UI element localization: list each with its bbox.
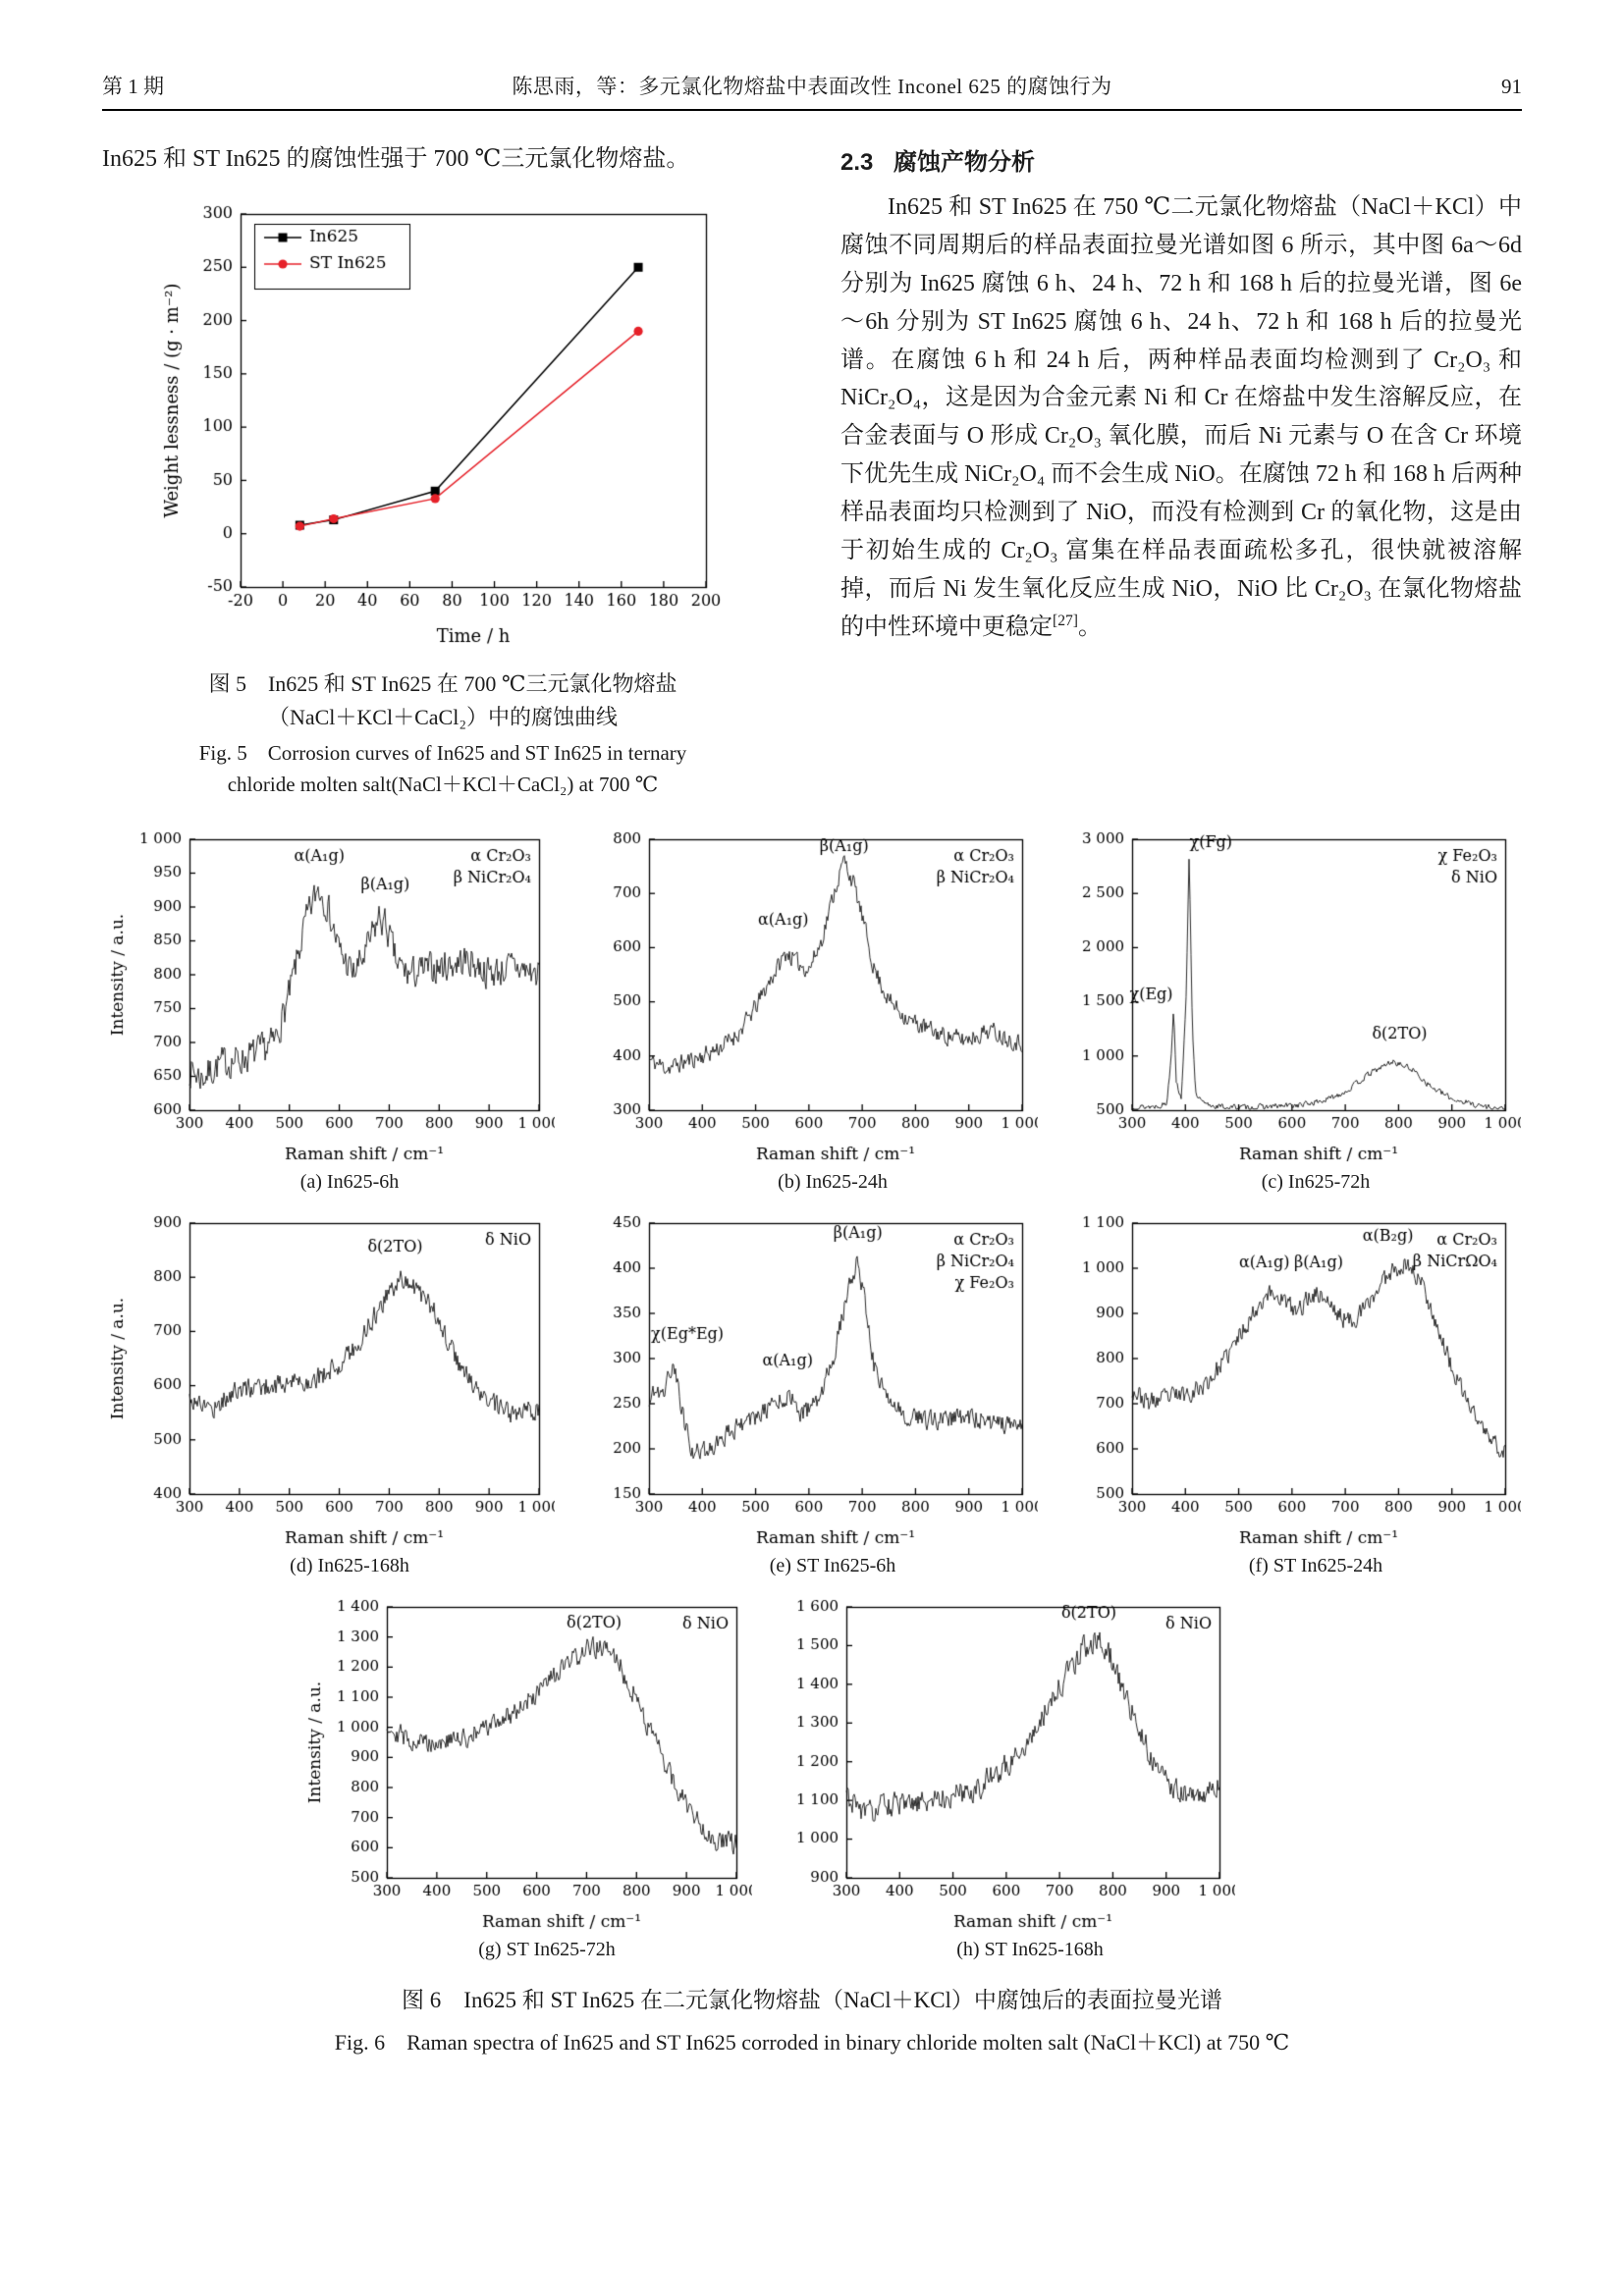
- raman-subplot-a: [103, 826, 555, 1194]
- raman-subplot-d: [103, 1209, 555, 1577]
- section-paragraph: [840, 188, 1522, 647]
- fig6-captions: [102, 1983, 1522, 2058]
- raman-subplot-f: [1069, 1209, 1521, 1577]
- fig5-caption-chinese: [208, 667, 677, 734]
- raman-chart-a: [103, 826, 555, 1169]
- two-column-body: [102, 140, 1522, 800]
- raman-subplot-g: [300, 1593, 752, 1961]
- left-column: [102, 140, 784, 800]
- fig6-caption-cn: 图 6 In625 和 ST In625 在二元氯化物熔盐（NaCl＋KCl）中腐蚀后的表面拉曼光谱: [402, 1988, 1222, 2013]
- section-paragraph-text: In625 和 ST In625 在 750 ℃二元氯化物熔盐（NaCl＋KCl）中腐蚀不同周期后的样品表面拉曼光谱如图 6 所示，其中图 6a～6d 分别为 In625 腐蚀 6 h、24 h、72 h 和 168 h 后的拉曼光谱，图 6e～6h 分别为 ST In625 腐蚀 6 h、24 h、72 h 和 168 h 后的拉曼光谱。在腐蚀 6 h 和 24 h 后，两种样品表面均检测到了 Cr₂O₃ 和 NiCr₂O₄，这是因为合金元素 Ni 和 Cr 在熔盐中发生溶解反应，在合金表面与 O 形成 Cr₂O₃ 氧化膜，而后 Ni 元素与 O 在含 Cr 环境下优先生成 NiCr₂O₄ 而不会生成 NiO。在腐蚀 72 h 和 168 h 后两种样品表面均只检测到了 NiO，而没有检测到 Cr 的氧化物，这是由于初始生成的 Cr₂O₃ 富集在样品表面疏松多孔，很快就被溶解掉，而后 Ni 发生氧化反应生成 NiO，NiO 比 Cr₂O₃ 在氯化物熔盐的中性环境中更稳定: [840, 194, 1522, 640]
- fig5-caption-en-line2: chloride molten salt(NaCl＋KCl＋CaCl₂) at 700 ℃: [227, 772, 659, 796]
- section-paragraph-end: 。: [1077, 614, 1102, 640]
- fig5-caption-cn-line1: 图 5 In625 和 ST In625 在 700 ℃三元氯化物熔盐: [208, 670, 677, 696]
- subplot-caption-g: (g) ST In625-72h: [478, 1939, 616, 1961]
- raman-chart-g: [300, 1593, 752, 1937]
- section-title: 腐蚀产物分析: [893, 149, 1036, 176]
- fig5-caption-en-line1: Fig. 5 Corrosion curves of In625 and ST In625 in ternary: [198, 741, 687, 766]
- fig6-row-1: [102, 826, 1522, 1194]
- subplot-caption-a: (a) In625-6h: [299, 1171, 400, 1194]
- journal-issue: 第 1 期: [102, 75, 164, 98]
- intro-paragraph: In625 和 ST In625 的腐蚀性强于 700 ℃三元氯化物熔盐。: [102, 146, 690, 172]
- subplot-caption-c: (c) In625-72h: [1261, 1171, 1371, 1194]
- raman-chart-h: [784, 1593, 1235, 1937]
- raman-chart-d: [103, 1209, 555, 1553]
- raman-subplot-b: [586, 826, 1038, 1194]
- fig5-caption-english: [199, 738, 687, 800]
- subplot-caption-e: (e) ST In625-6h: [769, 1555, 896, 1577]
- raman-chart-f: [1069, 1209, 1521, 1553]
- raman-subplot-e: [586, 1209, 1038, 1577]
- page-header: [102, 71, 1522, 111]
- fig6-row-2: [102, 1209, 1522, 1577]
- fig5-corrosion-chart: [158, 196, 728, 658]
- page-number: 91: [1501, 75, 1522, 98]
- subplot-caption-b: (b) In625-24h: [778, 1171, 888, 1194]
- figure-6: [102, 826, 1522, 2058]
- raman-chart-b: [586, 826, 1038, 1169]
- fig6-caption-en: Fig. 6 Raman spectra of In625 and ST In625 corroded in binary chloride molten salt (NaCl＋KCl) at 750 ℃: [334, 2029, 1290, 2055]
- subplot-caption-f: (f) ST In625-24h: [1248, 1555, 1383, 1577]
- raman-subplot-c: [1069, 826, 1521, 1194]
- subplot-caption-d: (d) In625-168h: [290, 1555, 409, 1577]
- subplot-caption-h: (h) ST In625-168h: [956, 1939, 1104, 1961]
- running-title: 陈思雨，等：多元氯化物熔盐中表面改性 Inconel 625 的腐蚀行为: [512, 75, 1112, 98]
- raman-chart-c: [1069, 826, 1521, 1169]
- fig5-caption-cn-line2: （NaCl＋KCl＋CaCl₂）中的腐蚀曲线: [267, 704, 618, 729]
- section-number: 2.3: [840, 149, 874, 176]
- fig6-row-3: [58, 1593, 1478, 1961]
- raman-chart-e: [586, 1209, 1038, 1553]
- section-heading: [840, 142, 1522, 177]
- figure-5: [102, 196, 784, 800]
- raman-subplot-h: [784, 1593, 1235, 1961]
- right-column: [840, 140, 1522, 800]
- citation-ref: [27]: [1053, 612, 1078, 629]
